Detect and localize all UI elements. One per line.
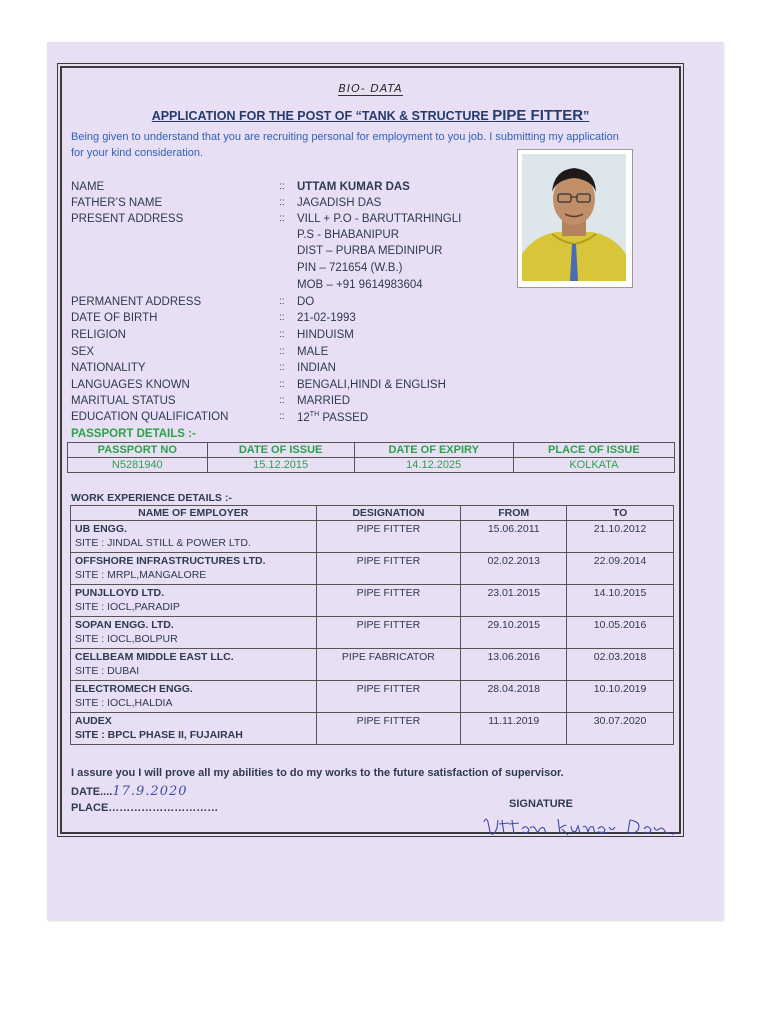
table-header: PASSPORT NO [68, 443, 208, 458]
designation: PIPE FITTER [316, 553, 461, 585]
to-date: 10.10.2019 [567, 681, 674, 713]
employer-name: PUNJLLOYD LTD. [75, 587, 165, 599]
to-date: 21.10.2012 [567, 521, 674, 553]
handwritten-date: 17.9.2020 [112, 784, 188, 799]
designation: PIPE FITTER [316, 617, 461, 649]
table-header: FROM [461, 506, 567, 521]
passport-heading: PASSPORT DETAILS :- [71, 428, 196, 440]
employer-name: UB ENGG. [75, 523, 127, 535]
employer-name: SOPAN ENGG. LTD. [75, 619, 174, 631]
employer-site: SITE : BPCL PHASE II, FUJAIRAH [75, 729, 243, 741]
to-date: 14.10.2015 [567, 585, 674, 617]
employer-site: SITE : IOCL,PARADIP [75, 601, 180, 613]
table-row [71, 585, 674, 617]
to-date: 22.09.2014 [567, 553, 674, 585]
intro-paragraph: Being given to understand that you are recruiting personal for employment to you job. I submitting my application for your kind consideration. [71, 131, 619, 159]
address-line: PIN – 721654 (W.B.) [297, 262, 403, 274]
table-row [71, 649, 674, 681]
employer-name: AUDEX [75, 715, 112, 727]
table-row [71, 553, 674, 585]
table-header: DATE OF EXPIRY [354, 443, 513, 458]
work-experience-heading: WORK EXPERIENCE DETAILS :- [71, 492, 232, 504]
signature-label: SIGNATURE [509, 798, 573, 810]
passport-place: KOLKATA [513, 458, 674, 473]
employer-site: SITE : IOCL,BOLPUR [75, 633, 178, 645]
employer-site: SITE : MRPL,MANGALORE [75, 569, 207, 581]
table-row [71, 521, 674, 553]
from-date: 13.06.2016 [461, 649, 567, 681]
applicant-name: UTTAM KUMAR DAS [297, 181, 410, 193]
table-row [71, 713, 674, 745]
from-date: 23.01.2015 [461, 585, 567, 617]
table-row [71, 617, 674, 649]
employer-name: ELECTROMECH ENGG. [75, 683, 193, 695]
table-row [68, 458, 675, 473]
bio-data-heading: BIO- DATA [338, 82, 403, 95]
table-header: TO [567, 506, 674, 521]
applicant-photo [517, 149, 633, 288]
passport-issue-date: 15.12.2015 [207, 458, 354, 473]
designation: PIPE FITTER [316, 585, 461, 617]
table-header-row [71, 506, 674, 521]
work-experience-table [70, 505, 674, 745]
designation: PIPE FITTER [316, 521, 461, 553]
address-line: DIST – PURBA MEDINIPUR [297, 245, 443, 257]
from-date: 29.10.2015 [461, 617, 567, 649]
table-row [71, 681, 674, 713]
passport-expiry-date: 14.12.2025 [354, 458, 513, 473]
handwritten-signature [482, 814, 682, 849]
application-title: APPLICATION FOR THE POST OF “TANK & STRUCTURE PIPE FITTER” [151, 107, 590, 124]
to-date: 10.05.2016 [567, 617, 674, 649]
designation: PIPE FABRICATOR [316, 649, 461, 681]
address-line: MOB – +91 9614983604 [297, 279, 423, 291]
address-line: P.S - BHABANIPUR [297, 229, 400, 241]
document-page [47, 42, 723, 920]
table-header: DATE OF ISSUE [207, 443, 354, 458]
employer-site: SITE : JINDAL STILL & POWER LTD. [75, 537, 251, 549]
table-header: PLACE OF ISSUE [513, 443, 674, 458]
employer-site: SITE : IOCL,HALDIA [75, 697, 173, 709]
to-date: 02.03.2018 [567, 649, 674, 681]
date-line: DATE....17.9.2020 [71, 784, 188, 799]
designation: PIPE FITTER [316, 681, 461, 713]
from-date: 15.06.2011 [461, 521, 567, 553]
to-date: 30.07.2020 [567, 713, 674, 745]
table-header: NAME OF EMPLOYER [71, 506, 317, 521]
place-line: PLACE………………………… [71, 802, 219, 814]
employer-name: OFFSHORE INFRASTRUCTURES LTD. [75, 555, 266, 567]
from-date: 02.02.2013 [461, 553, 567, 585]
from-date: 11.11.2019 [461, 713, 567, 745]
from-date: 28.04.2018 [461, 681, 567, 713]
passport-table [67, 442, 675, 473]
designation: PIPE FITTER [316, 713, 461, 745]
table-header: DESIGNATION [316, 506, 461, 521]
employer-name: CELLBEAM MIDDLE EAST LLC. [75, 651, 234, 663]
table-header-row [68, 443, 675, 458]
document-frame: BIO- DATA APPLICATION FOR THE POST OF “TANK & STRUCTURE PIPE FITTER” Being given to understand that you are recruiting personal for employment to you job. I submitting my application for your kind consideration. NAME :: UTTAM KUMAR DAS FATHER’S NAME :: JAGADISH DAS PRESENT ADDRESS :: VILL + P.O - BARUTTARHINGLI P.S - BHABANIPUR DIST – PURBA MEDINIPUR PIN – 721654 (W.B.) MOB – +91 9614983604 PERMANENT ADDRESS :: DO DATE OF BIRTH :: 21-02-1993 RELIGION :: HINDUISM SEX :: MALE NATIONALITY :: INDIAN LANGUAGES KNOWN :: BENGALI,HINDI & ENGLISH MARITUAL STATUS :: MARRIED EDUCATION QUALIFICATION :: 12TH PASSED PASSPORT DETAILS :- PASSPORT NO DATE OF ISSUE DATE OF EXPIRY PLACE OF ISSUE N5281940 15.12.2015 14.12.2025 KOLKATA WORK EXPERIENCE DETAILS :- NAME OF EMPLOYER DESIGNATION FROM TO UB ENGG. SITE : JINDAL STILL & POWER LTD. PIPE FITTER 15.06.2011 21.10.2012 OFFSHORE INFRASTRUCTURES LTD. SITE : MRPL,MANGALORE PIPE FITTER 02.02.2013 22.09.2014 PUNJLLOYD LTD. SITE : IOCL,PARADIP PIPE FITTER 23.01.2015 14.10.2015 SOPAN ENGG. LTD. SITE : IOCL,BOLPUR PIPE FITTER 29.10.2015 10.05.2016 CELLBEAM MIDDLE EAST LLC. SITE : DUBAI PIPE FABRICATOR 13.06.2016 02.03.2018 ELECTROMECH ENGG. SITE : IOCL,HALDIA PIPE FITTER 28.04.2018 10.10.2019 AUDEX SITE : BPCL PHASE II, FUJAIRAH PIPE FITTER 11.11.2019 30.07.2020 I assure you I will prove all my abilities to do my works to the future satisfaction of supervisor. DATE....17.9.2020 PLACE………………………… SIGNATURE [60, 66, 681, 834]
employer-site: SITE : DUBAI [75, 665, 140, 677]
assurance-statement: I assure you I will prove all my abilities to do my works to the future satisfaction of supervisor. [71, 767, 564, 779]
passport-number: N5281940 [68, 458, 208, 473]
